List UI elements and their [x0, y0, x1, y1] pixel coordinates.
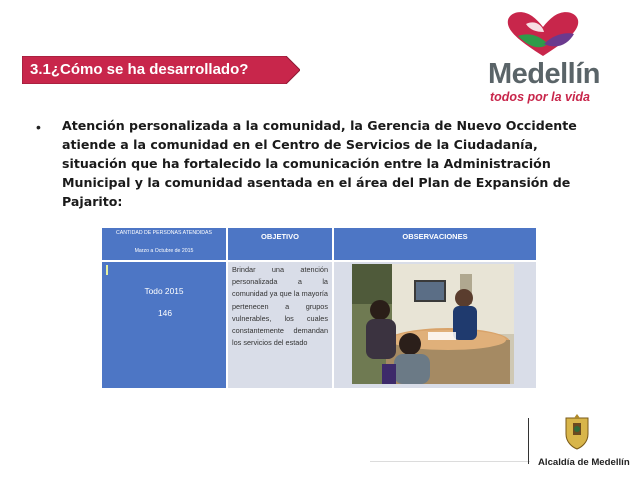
header-quantity-period: Marzo a Octubre de 2015 [134, 248, 194, 254]
footer-rule [370, 461, 530, 462]
header-quantity-cell [102, 228, 226, 260]
header-observations-label: OBSERVACIONES [402, 232, 468, 241]
footer-separator [528, 418, 529, 464]
section-title-banner [22, 56, 290, 84]
medellin-logo [478, 10, 608, 106]
header-observations-cell [334, 228, 536, 260]
header-quantity-label: CANTIDAD DE PERSONAS ATENDIDAS [116, 230, 212, 236]
objective-text: Brindar una atención personalizada a la comunidad ya que la mayoría pertenecen a grupos vulnerables, los cuales constantemente demandan los servicios del estado [232, 265, 328, 348]
footer-entity: Alcaldía de Medellín [538, 457, 630, 468]
objective-cell [228, 262, 332, 388]
logo-wordmark: Medellín [488, 58, 601, 90]
quantity-count: 146 [158, 308, 172, 318]
quantity-period: Todo 2015 [144, 286, 184, 296]
observations-cell [334, 262, 536, 388]
bullet-marker: • [36, 119, 41, 135]
cell-marker [106, 265, 108, 275]
bullet-paragraph: Atención personalizada a la comunidad, la Gerencia de Nuevo Occidente atiende a la comunidad en el Centro de Servicios de la Ciudadanía, situación que ha fortalecido la comunicación entre la Administración Municipal y la comunidad asentada en el área del Plan de Expansión de Pajarito: [62, 118, 577, 209]
service-desk-photo [352, 264, 514, 384]
heart-logo-icon [478, 10, 608, 60]
header-objective-label: OBJETIVO [261, 232, 299, 241]
coat-of-arms-icon [564, 414, 590, 450]
quantity-cell [102, 262, 226, 388]
header-objective-cell [228, 228, 332, 260]
section-title: 3.1¿Cómo se ha desarrollado? [30, 61, 249, 78]
logo-tagline: todos por la vida [490, 90, 591, 104]
photo-illustration [352, 264, 514, 384]
